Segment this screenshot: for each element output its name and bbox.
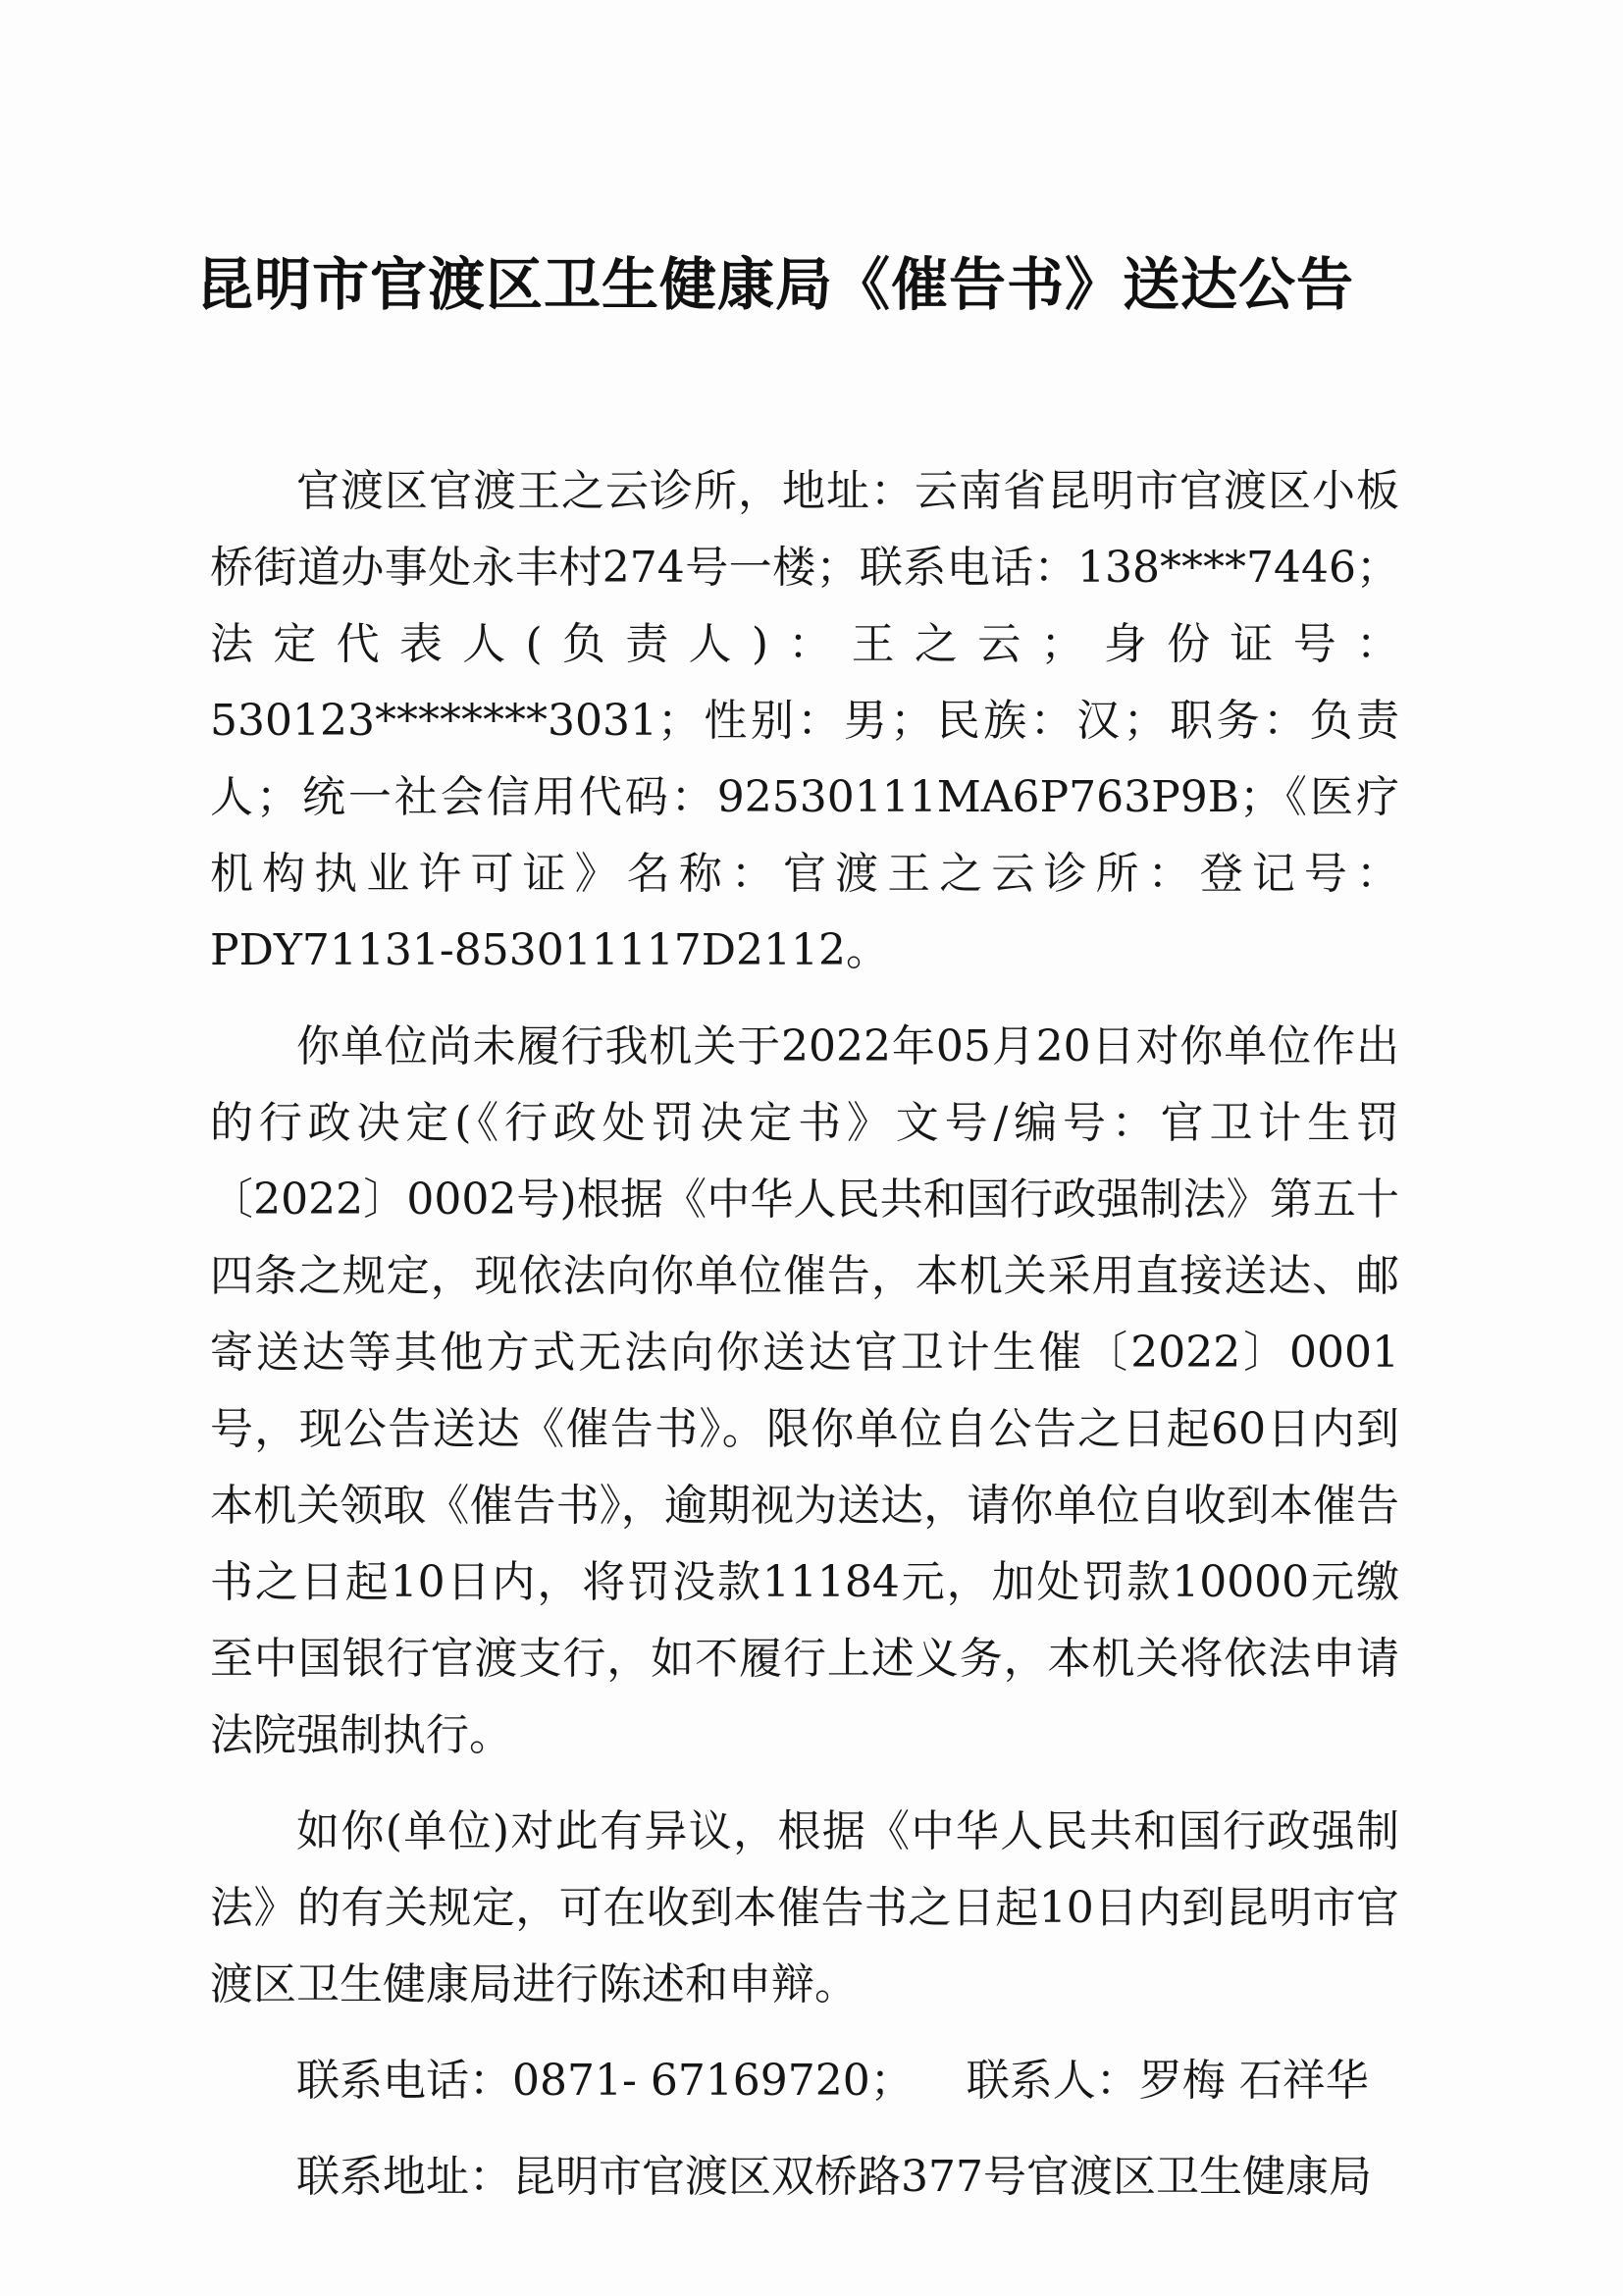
contact-address: 联系地址：昆明市官渡区双桥路377号官渡区卫生健康局 [296,2152,1372,2202]
paragraph-notice: 你单位尚未履行我机关于2022年05月20日对你单位作出的行政决定(《行政处罚决定书》文号/编号：官卫计生罚〔2022〕0002号)根据《中华人民共和国行政强制法》第五十四条之规定，现依法向你单位催告，本机关采用直接送达、邮寄送达等其他方式无法向你送达官卫计生催〔2022〕0001号，现公告送达《催告书》。限你单位自公告之日起60日内到本机关领取《催告书》，逾期视为送达，请你单位自收到本催告书之日起10日内，将罚没款11184元，加处罚款10000元缴至中国银行官渡支行，如不履行上述义务，本机关将依法申请法院强制执行。 [210,1021,1399,1760]
paragraph-party-info: 官渡区官渡王之云诊所，地址：云南省昆明市官渡区小板桥街道办事处永丰村274号一楼；联系电话：138****7446；法定代表人(负责人)：王之云；身份证号：530123********3031；性别：男；民族：汉；职务：负责人；统一社会信用代码：92530111MA6P763P9B；《医疗机构执业许可证》名称：官渡王之云诊所：登记号：PDY71131-853011117D2112。 [210,466,1399,975]
contact-person: 联系人：罗梅 石祥华 [966,2056,1369,2106]
document-title: 昆明市官渡区卫生健康局《催告书》送达公告 [195,251,1354,318]
contact-line [210,2043,1399,2119]
contact-phone: 联系电话：0871- 67169720； [296,2056,914,2106]
paragraph-objection: 如你(单位)对此有异议，根据《中华人民共和国行政强制法》的有关规定，可在收到本催告书之日起10日内到昆明市官渡区卫生健康局进行陈述和申辩。 [210,1806,1399,2009]
document-body [210,453,1399,2235]
